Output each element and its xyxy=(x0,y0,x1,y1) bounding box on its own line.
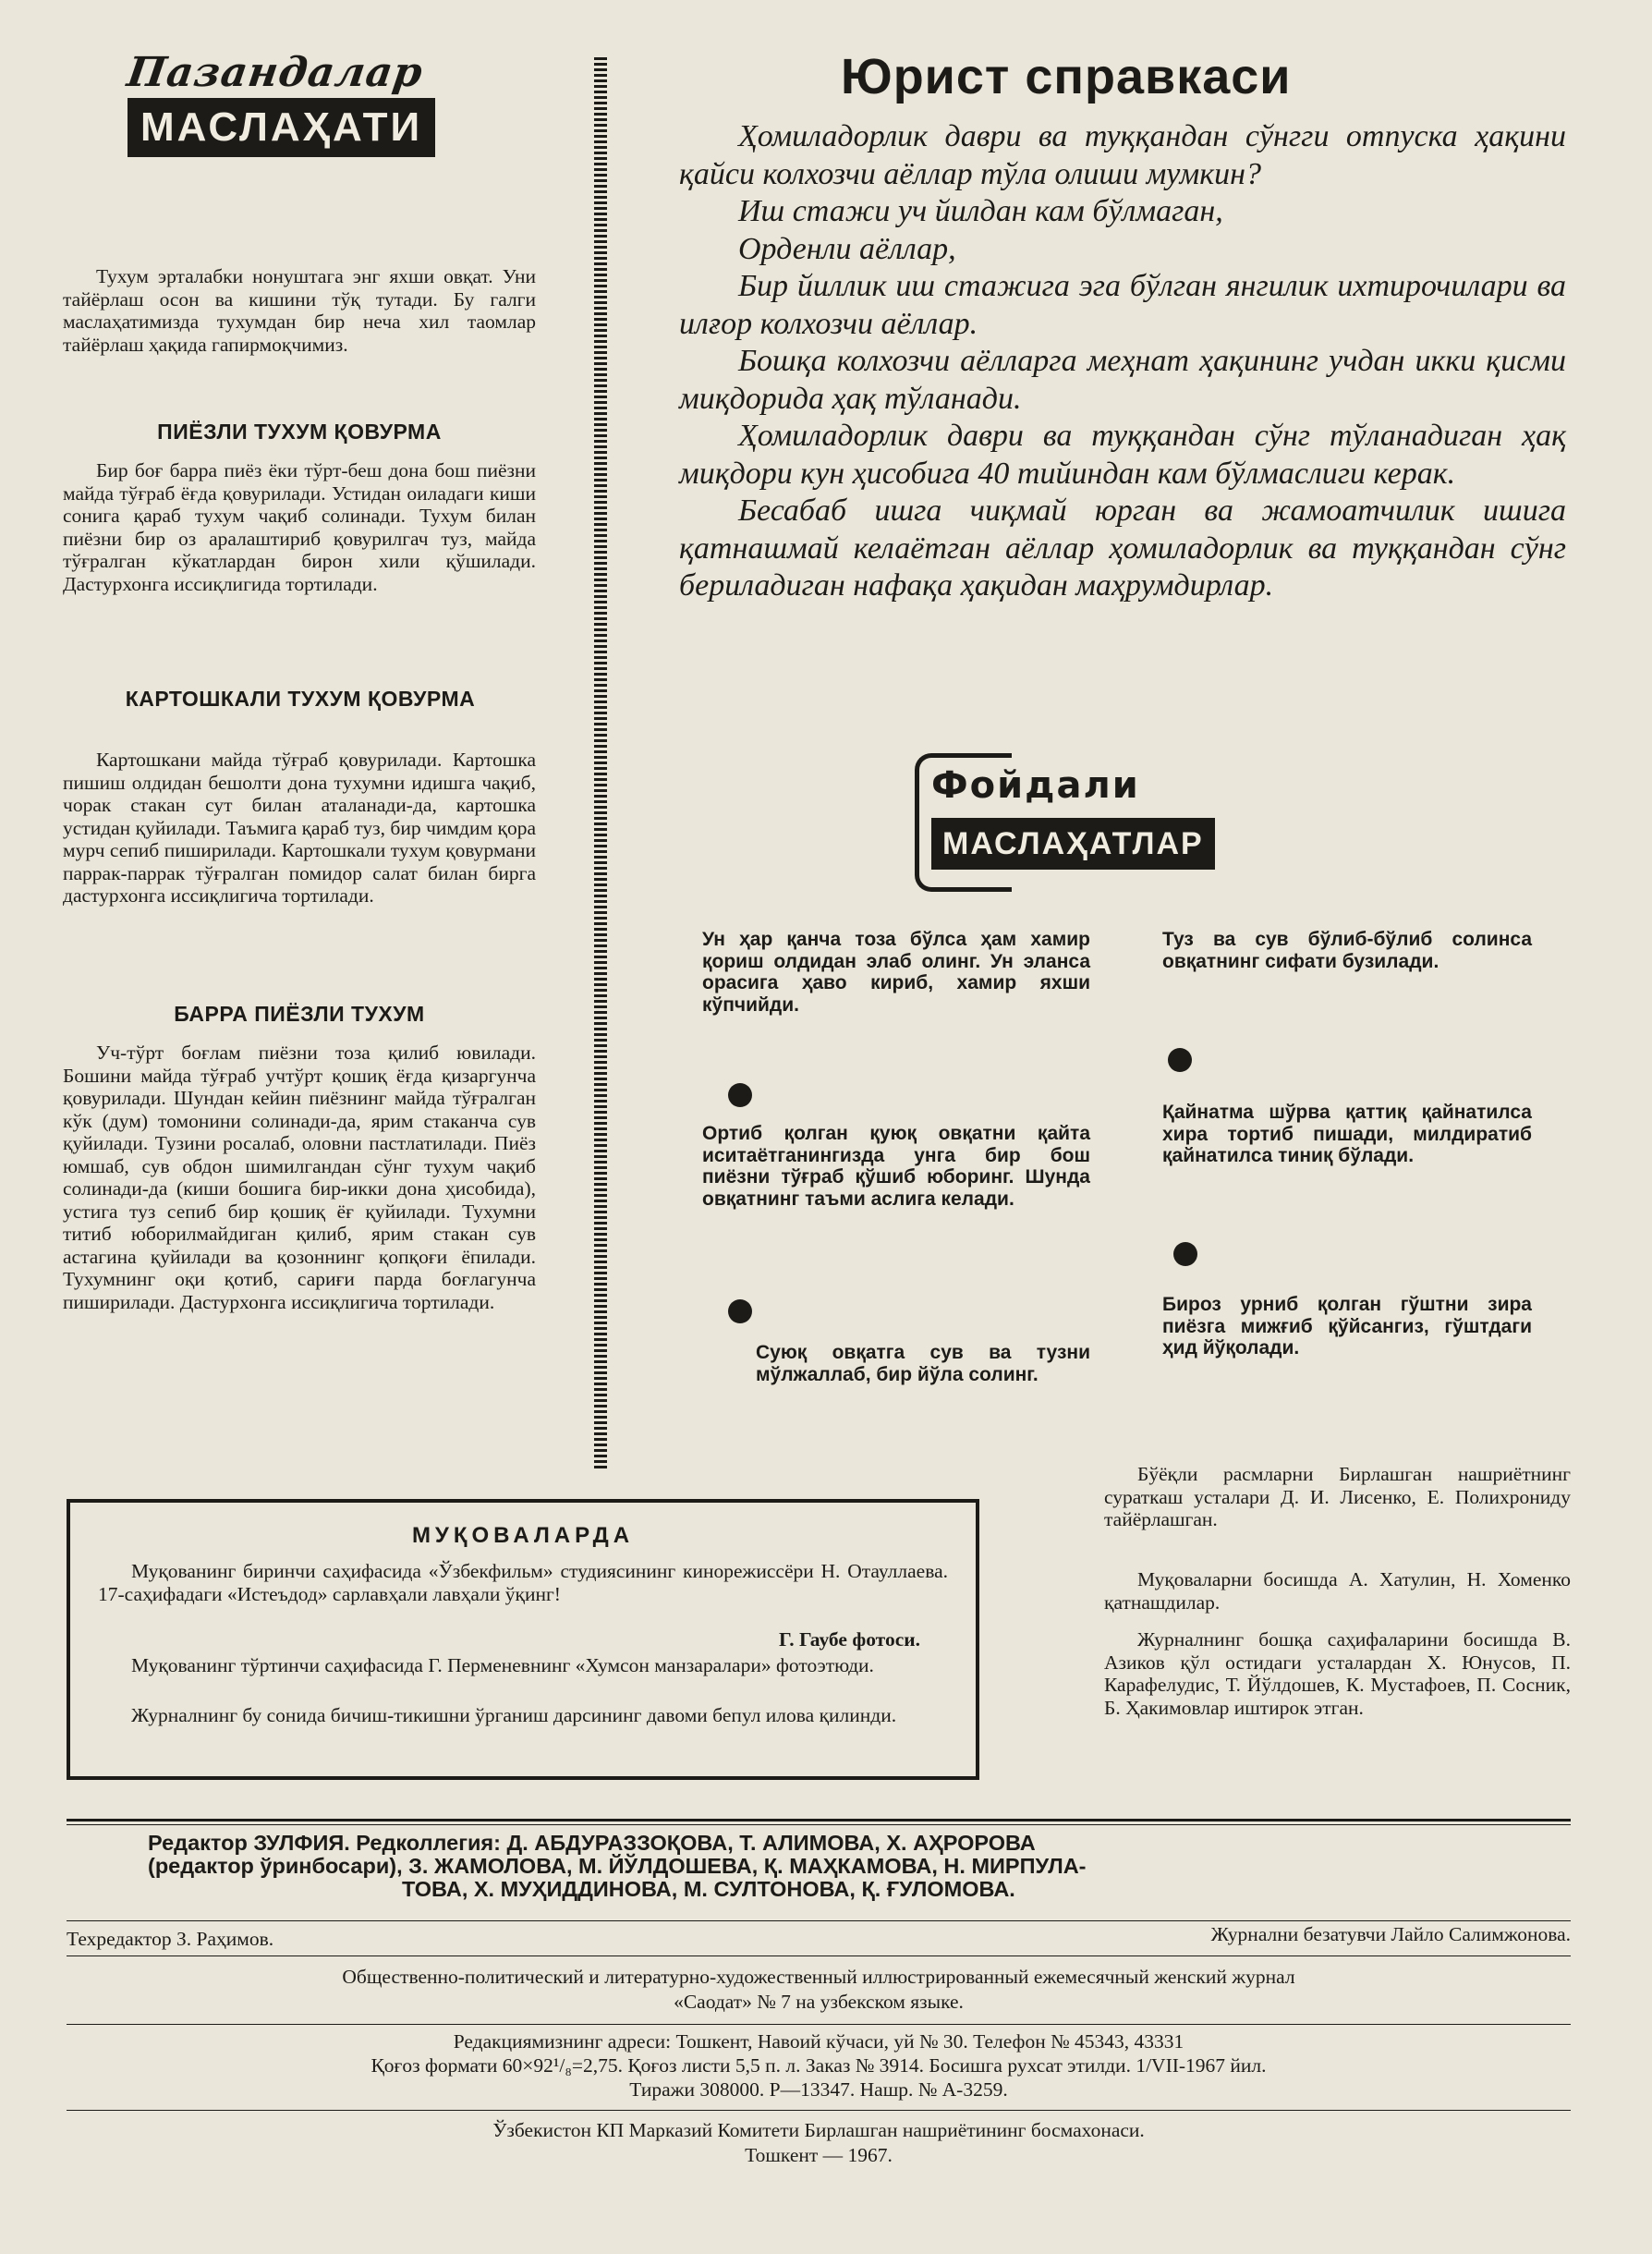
lawyer-item-2: Орденли аёллар, xyxy=(738,231,956,266)
masthead-line-2: (редактор ўринбосари), З. ЖАМОЛОВА, М. ЙЎЛДОШЕВА, Қ. МАҲКАМОВА, Н. МИРПУЛА- xyxy=(148,1854,1087,1878)
recipe-text-1: Бир боғ барра пиёз ёки тўрт-беш дона бош пиёзни майда тўғраб ёғда қовурилади. Устидан оиладаги киши сонига қараб тухум чақиб солинади. Тухум билан пиёзни бир оз аралаштириб қовурилгач туз, майда тўғралган кўкатлардан бирон хили қўшилади. Дастурхонга иссиқлигида тортилади. xyxy=(63,459,536,595)
tech-editor: Техредактор З. Раҳимов. xyxy=(67,1928,274,1950)
tips-logo-bar: МАСЛАҲАТЛАР xyxy=(931,818,1215,870)
tip-right-3: Бироз урниб қолган гўштни зира пиёзга мижғиб қўйсангиз, гўштдаги ҳид йўқолади. xyxy=(1162,1294,1532,1358)
journal-description-2: «Саодат» № 7 на узбекском языке. xyxy=(674,1991,964,2013)
address-line-2: Қоғоз формати 60×92¹/₈=2,75. Қоғоз листи 5,5 п. л. Заказ № 3914. Босишга рухсат этилди. 1/VII-1967 йил. xyxy=(370,2054,1267,2077)
masthead-rule xyxy=(67,2024,1571,2025)
tip-right-1: Туз ва сув бўлиб-бўлиб солинса овқатнинг сифати бузилади. xyxy=(1162,929,1532,972)
tip-right-2: Қайнатма шўрва қаттиқ қайнатилса хира тортиб пишади, милдиратиб қайнатилса тиниқ бўлади. xyxy=(1162,1102,1532,1166)
recipes-logo-bar: МАСЛАҲАТИ xyxy=(128,98,435,157)
cover-box xyxy=(67,1499,979,1780)
cover-title: МУҚОВАЛАРДА xyxy=(411,1523,635,1548)
lawyer-question: Ҳомиладорлик даври ва туққандан сўнгги отпуска ҳақини қайси колхозчи аёллар тўла олиши мумкин? xyxy=(679,119,1566,191)
address-line-1: Редакциямизнинг адреси: Тошкент, Навоий кўчаси, уй № 30. Телефон № 45343, 43331 xyxy=(453,2030,1184,2053)
tips-logo-script: Фойдали xyxy=(931,764,1140,807)
tips-logo xyxy=(915,753,1233,890)
lawyer-item-3: Бир йиллик иш стажига эга бўлган янгилик ихтирочилари ва илғор колхозчи аёллар. xyxy=(679,269,1566,341)
recipe-title-1: ПИЁЗЛИ ТУХУМ ҚОВУРМА xyxy=(157,420,442,444)
cover-p1: Муқованинг биринчи саҳифасида «Ўзбекфильм» студиясининг кинорежиссёри Н. Отауллаева. 17-саҳифадаги «Истеъдод» сарлавҳали лавҳали ўқинг! xyxy=(98,1560,948,1605)
recipe-title-2: КАРТОШКАЛИ ТУХУМ ҚОВУРМА xyxy=(125,687,476,711)
bullet-dot xyxy=(1173,1242,1197,1266)
address-line-3: Тиражи 308000. Р—13347. Нашр. № А-3259. xyxy=(629,2078,1008,2101)
printer-line-2: Тошкент — 1967. xyxy=(745,2144,893,2166)
credits-1: Бўёқли расмларни Бирлашган нашриётнинг сураткаш усталари Д. И. Лисенко, Е. Полихрониду тайёрлашган. xyxy=(1104,1463,1571,1530)
masthead-line-1: Редактор ЗУЛФИЯ. Редколлегия: Д. АБДУРАЗЗОҚОВА, Т. АЛИМОВА, Х. АҲРОРОВА xyxy=(148,1831,1036,1855)
tip-left-1: Ун ҳар қанча тоза бўлса ҳам хамир қориш олдидан элаб олинг. Ун эланса орасига ҳаво кириб, хамир яхши кўпчийди. xyxy=(702,929,1090,1016)
credits-2: Муқоваларни босишда А. Хатулин, Н. Хоменко қатнашдилар. xyxy=(1104,1568,1571,1614)
recipe-text-3: Уч-тўрт боғлам пиёзни тоза қилиб ювилади. Бошини майда тўғраб учтўрт қошиқ ёғда қизаргунча қовурилади. Шундан кейин пиёзнинг майда тўғралган кўк (дум) томонини солинади-да, ярим стаканча сув қуйилади. Тузини росалаб, оловни пастлатилади. Пиёз юмшаб, сув обдон шимилгандан сўнг тухум чақиб солинади-да (киши бошига бир-икки дона ҳисобида), устига туз сепиб бир қошиқ ёғ қуйилади. Тухумни титиб юборилмайдиган қилиб, ярим стакан сув астагина қуйилади ва қозоннинг қопқоғи ёпилади. Тухумнинг оқи қотиб, сариғи парда боғлагунча пиширилади. Дастурхонга иссиқлигича тортилади. xyxy=(63,1042,536,1313)
tip-left-3: Суюқ овқатга сув ва тузни мўлжаллаб, бир йўла солинг. xyxy=(756,1342,1090,1385)
masthead-rule xyxy=(67,1955,1571,1956)
lawyer-para-6: Бесабаб ишга чиқмай юрган ва жамоатчилик ишига қатнашмай келаётган аёллар ҳомиладорлик ва туққандан сўнг бериладиган нафақа ҳақидан маҳрумдирлар. xyxy=(679,493,1566,603)
masthead-rule xyxy=(67,1920,1571,1921)
credits-3: Журналнинг бошқа саҳифаларини босишда В. Азиков қўл остидаги усталардан Х. Юнусов, П. Карафелудис, Т. Йўлдошев, К. Мустафоев, П. Сосник, Б. Ҳакимовлар иштирок этган. xyxy=(1104,1628,1571,1719)
address-block xyxy=(67,2029,1571,2102)
masthead-rule xyxy=(67,2110,1571,2111)
bullet-dot xyxy=(728,1083,752,1107)
printer-block xyxy=(67,2118,1571,2168)
lawyer-body xyxy=(679,118,1566,605)
journal-description-1: Общественно-политический и литературно-художественный иллюстрированный ежемесячный женский журнал xyxy=(342,1966,1295,1988)
recipes-logo xyxy=(124,48,428,173)
lawyer-para-4: Бошқа колхозчи аёлларга меҳнат ҳақининг учдан икки қисми миқдорида ҳақ тўланади. xyxy=(679,344,1566,416)
recipes-intro: Тухум эрталабки нонуштага энг яхши овқат. Уни тайёрлаш осон ва кишини тўқ тутади. Бу галги маслаҳатимизда тухумдан бир неча хил таомлар тайёрлаш ҳақида гапирмоқчимиз. xyxy=(63,265,536,356)
masthead-line-3: ТОВА, Х. МУҲИДДИНОВА, М. СУЛТОНОВА, Қ. ҒУЛОМОВА. xyxy=(402,1877,1015,1901)
tip-left-2: Ортиб қолган қуюқ овқатни қайта иситаётганингизда унга бир бош пиёзни тўғраб қўшиб юборинг. Шунда овқатнинг таъми аслига келади. xyxy=(702,1123,1090,1210)
lawyer-item-1: Иш стажи уч йилдан кам бўлмаган, xyxy=(738,194,1223,228)
masthead-rule-top xyxy=(67,1819,1571,1825)
bullet-dot xyxy=(1168,1048,1192,1072)
recipes-logo-script: Пазандалар xyxy=(124,49,426,96)
recipe-title-3: БАРРА ПИЁЗЛИ ТУХУМ xyxy=(174,1002,425,1026)
lawyer-title: Юрист справкаси xyxy=(841,49,1292,104)
cover-photo-credit: Г. Гаубе фотоси. xyxy=(779,1628,920,1651)
masthead-board xyxy=(148,1832,1515,1901)
designer: Журнални безатувчи Лайло Салимжонова. xyxy=(1210,1923,1571,1945)
printer-line-1: Ўзбекистон КП Марказий Комитети Бирлашган нашриётининг босмахонаси. xyxy=(492,2119,1145,2141)
lawyer-para-5: Ҳомиладорлик даври ва туққандан сўнг тўланадиган ҳақ миқдори кун ҳисобига 40 тийиндан кам бўлмаслиги керак. xyxy=(679,419,1566,491)
vertical-divider xyxy=(594,57,607,1471)
cover-p2: Муқованинг тўртинчи саҳифасида Г. Перменевнинг «Хумсон манзаралари» фотоэтюди. xyxy=(131,1654,874,1676)
recipe-text-2: Картошкани майда тўғраб қовурилади. Картошка пишиш олдидан бешолти дона тухумни идишга чақиб, чорак стакан сут билан аталанади-да, картошка устидан қуйилади. Таъмига қараб туз, бир чимдим қора мурч сепиб пиширилади. Картошкали тухум қовурмани паррак-паррак тўғралган помидор салат билан бирга дастурхонга иссиқлигича тортилади. xyxy=(63,749,536,907)
journal-description xyxy=(67,1965,1571,2015)
bullet-dot xyxy=(728,1299,752,1323)
cover-p3: Журналнинг бу сонида бичиш-тикишни ўрганиш дарсининг давоми бепул илова қилинди. xyxy=(131,1704,897,1726)
